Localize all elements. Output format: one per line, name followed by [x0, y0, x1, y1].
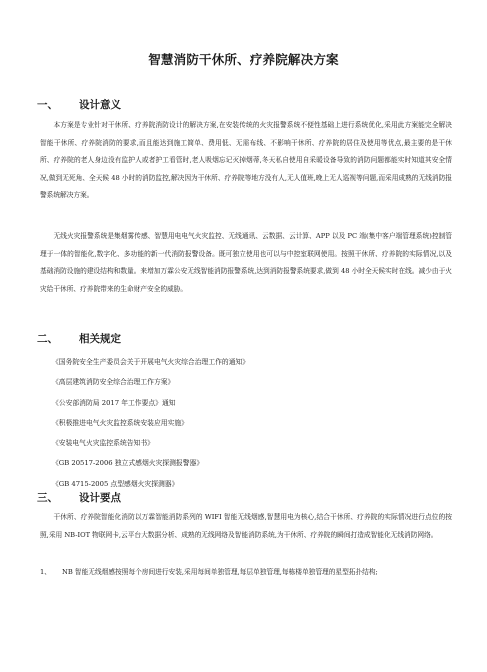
section-number: 三、	[37, 492, 58, 504]
section-1-paragraph-2: 无线火灾报警系统是集烟雾传感、智慧用电电气火灾监控、无线通讯、云数据、云计算、APP 以及 PC 端(集中客户端管理系统)控制管理于一体的智能化,数字化、多功能的新一代消防报警设备。既可独立使用也可以与中控室联网使用。按照干休所、疗养院的实际情况,以及基础消防设施的建设结构和数量。来增加万霖公安无线智能消防报警系统,达到消防报警系统要求,做到 48 小时全天候实时在线。减少由于火灾给干休所、疗养院带来的生命财产安全的威胁。	[40, 232, 452, 293]
regulation-item: 《国务院安全生产委员会关于开展电气火灾综合治理工作的通知》	[52, 358, 250, 366]
section-heading-1	[37, 97, 121, 112]
regulation-item: 《高层建筑消防安全综合治理工作方案》	[52, 378, 175, 387]
regulation-item: 《GB 4715-2005 点型感烟火灾探测器》	[52, 479, 179, 488]
section-3-paragraph-1: 干休所、疗养院智能化消防以万霖智能消防系列的 WIFI 智能无线烟感,智慧用电为核心,结合干休所、疗养院的实际情况进行点位的按照,采用 NB-IOT 物联网卡,云平台大数据分析、成熟的无线网络及智能消防系统,为干休所、疗养院的瞬间打造成智能化无线消防网络。	[40, 513, 452, 539]
design-point-item	[40, 564, 452, 582]
regulation-item: 《安装电气火灾监控系统告知书》	[52, 439, 154, 448]
section-heading-3	[37, 490, 121, 505]
regulation-item: 《积极推进电气火灾监控系统安装应用实施》	[52, 418, 188, 427]
section-heading-2	[37, 331, 121, 346]
regulation-item: 《公安部消防局 2017 年工作要点》通知	[52, 398, 176, 407]
section-number: 一、	[37, 99, 58, 111]
section-title: 相关规定	[79, 333, 121, 345]
document-title: 智慧消防干休所、疗养院解决方案	[148, 52, 339, 67]
section-title: 设计要点	[79, 492, 121, 504]
item-text: NB 智能无线烟感按照每个房间进行安装,采用每间单独管理,每层单独管理,每栋楼单独管理的星型拓扑结构;	[62, 568, 378, 576]
regulations-list	[52, 352, 249, 494]
regulation-item: 《GB 20517-2006 独立式感烟火灾探测报警器》	[52, 459, 204, 468]
section-title: 设计意义	[79, 99, 121, 111]
section-number: 二、	[37, 333, 58, 345]
item-number: 1、	[40, 568, 51, 576]
section-1-paragraph-1: 本方案是专业针对干休所、疗养院消防设计的解决方案,在安装传统的火灾报警系统不便性基础上进行系统优化,采用此方案能完全解决智能干休所、疗养院消防的要求,而且能达到施工简单、费用低、无需布线、不影响干休所、疗养院的居住及使用等优点,最主要的是干休所、疗养院的老人身边没有监护人或者护工看管时,老人吸烟忘记灭掉烟蒂,冬天私自使用自采暖设备导致的消防问题都能实时知道其安全情况,做到无死角、全天候 48 小时的消防监控,解决因为干休所、疗养院等地方没有人,无人值班,晚上无人巡视等问题,而采用成熟的无线消防报警系统解决方案。	[40, 121, 452, 200]
